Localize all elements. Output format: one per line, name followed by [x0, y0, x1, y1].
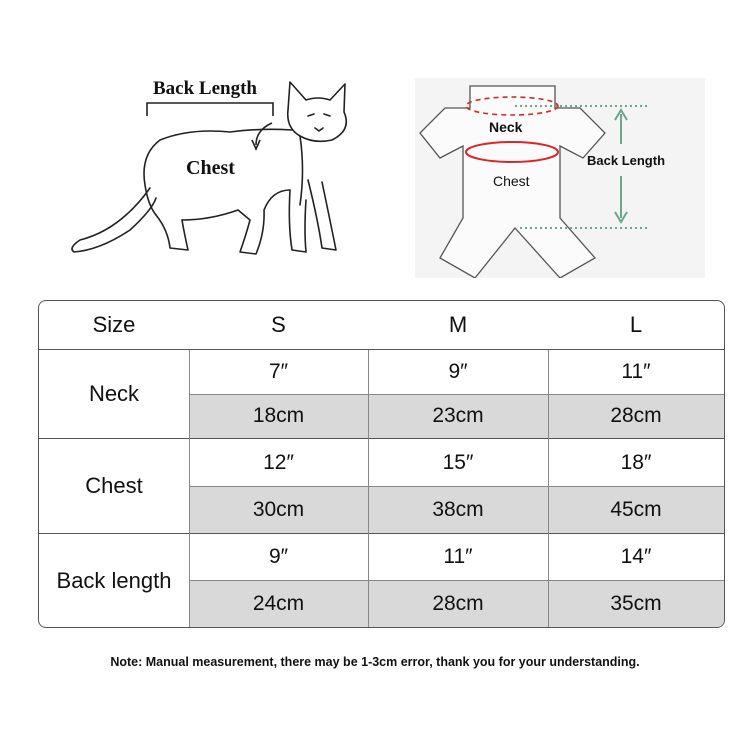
garment-neck-label: Neck: [489, 119, 523, 135]
back-length-bracket-icon: [147, 103, 273, 116]
grid-line: [189, 350, 190, 628]
table-cell: 12″: [263, 451, 294, 474]
size-chart-table: [38, 300, 725, 628]
header-size: Size: [92, 312, 136, 337]
table-cell: 9″: [448, 360, 468, 383]
grid-line: [189, 486, 724, 487]
table-cell: 18″: [620, 451, 652, 474]
header-m: M: [448, 312, 468, 337]
header-l: L: [629, 312, 643, 337]
table-cell: 23cm: [368, 394, 548, 438]
garment-back-length-label: Back Length: [587, 153, 666, 168]
table-cell: 45cm: [548, 486, 724, 533]
cat-measurement-illustration: [60, 70, 360, 270]
grid-line: [548, 350, 549, 628]
garment-chest-label: Chest: [493, 173, 530, 189]
table-cell: 30cm: [189, 486, 368, 533]
row-label-chest: Chest: [85, 473, 143, 498]
table-cell: 15″: [442, 451, 474, 474]
table-cell: 24cm: [189, 580, 368, 627]
row-label-back-length: Back length: [56, 568, 172, 593]
cat-back-length-label: Back Length: [153, 78, 257, 99]
table-cell: 9″: [268, 545, 289, 568]
table-cell: 28cm: [368, 580, 548, 627]
grid-line: [368, 350, 369, 628]
grid-line: [189, 394, 724, 395]
garment-measurement-illustration: [415, 78, 705, 278]
table-cell: 35cm: [548, 580, 724, 627]
table-cell: 18cm: [189, 394, 368, 438]
table-cell: 11″: [443, 545, 473, 568]
measurement-note: Note: Manual measurement, there may be 1-3cm error, thank you for your understanding.: [110, 655, 640, 669]
table-cell: 28cm: [548, 394, 724, 438]
table-cell: 11″: [621, 360, 651, 383]
header-s: S: [271, 312, 286, 337]
row-label-neck: Neck: [88, 381, 140, 406]
table-cell: 7″: [268, 360, 289, 383]
table-cell: 38cm: [368, 486, 548, 533]
table-cell: 14″: [620, 545, 652, 568]
grid-line: [189, 580, 724, 581]
cat-chest-label: Chest: [186, 157, 235, 179]
